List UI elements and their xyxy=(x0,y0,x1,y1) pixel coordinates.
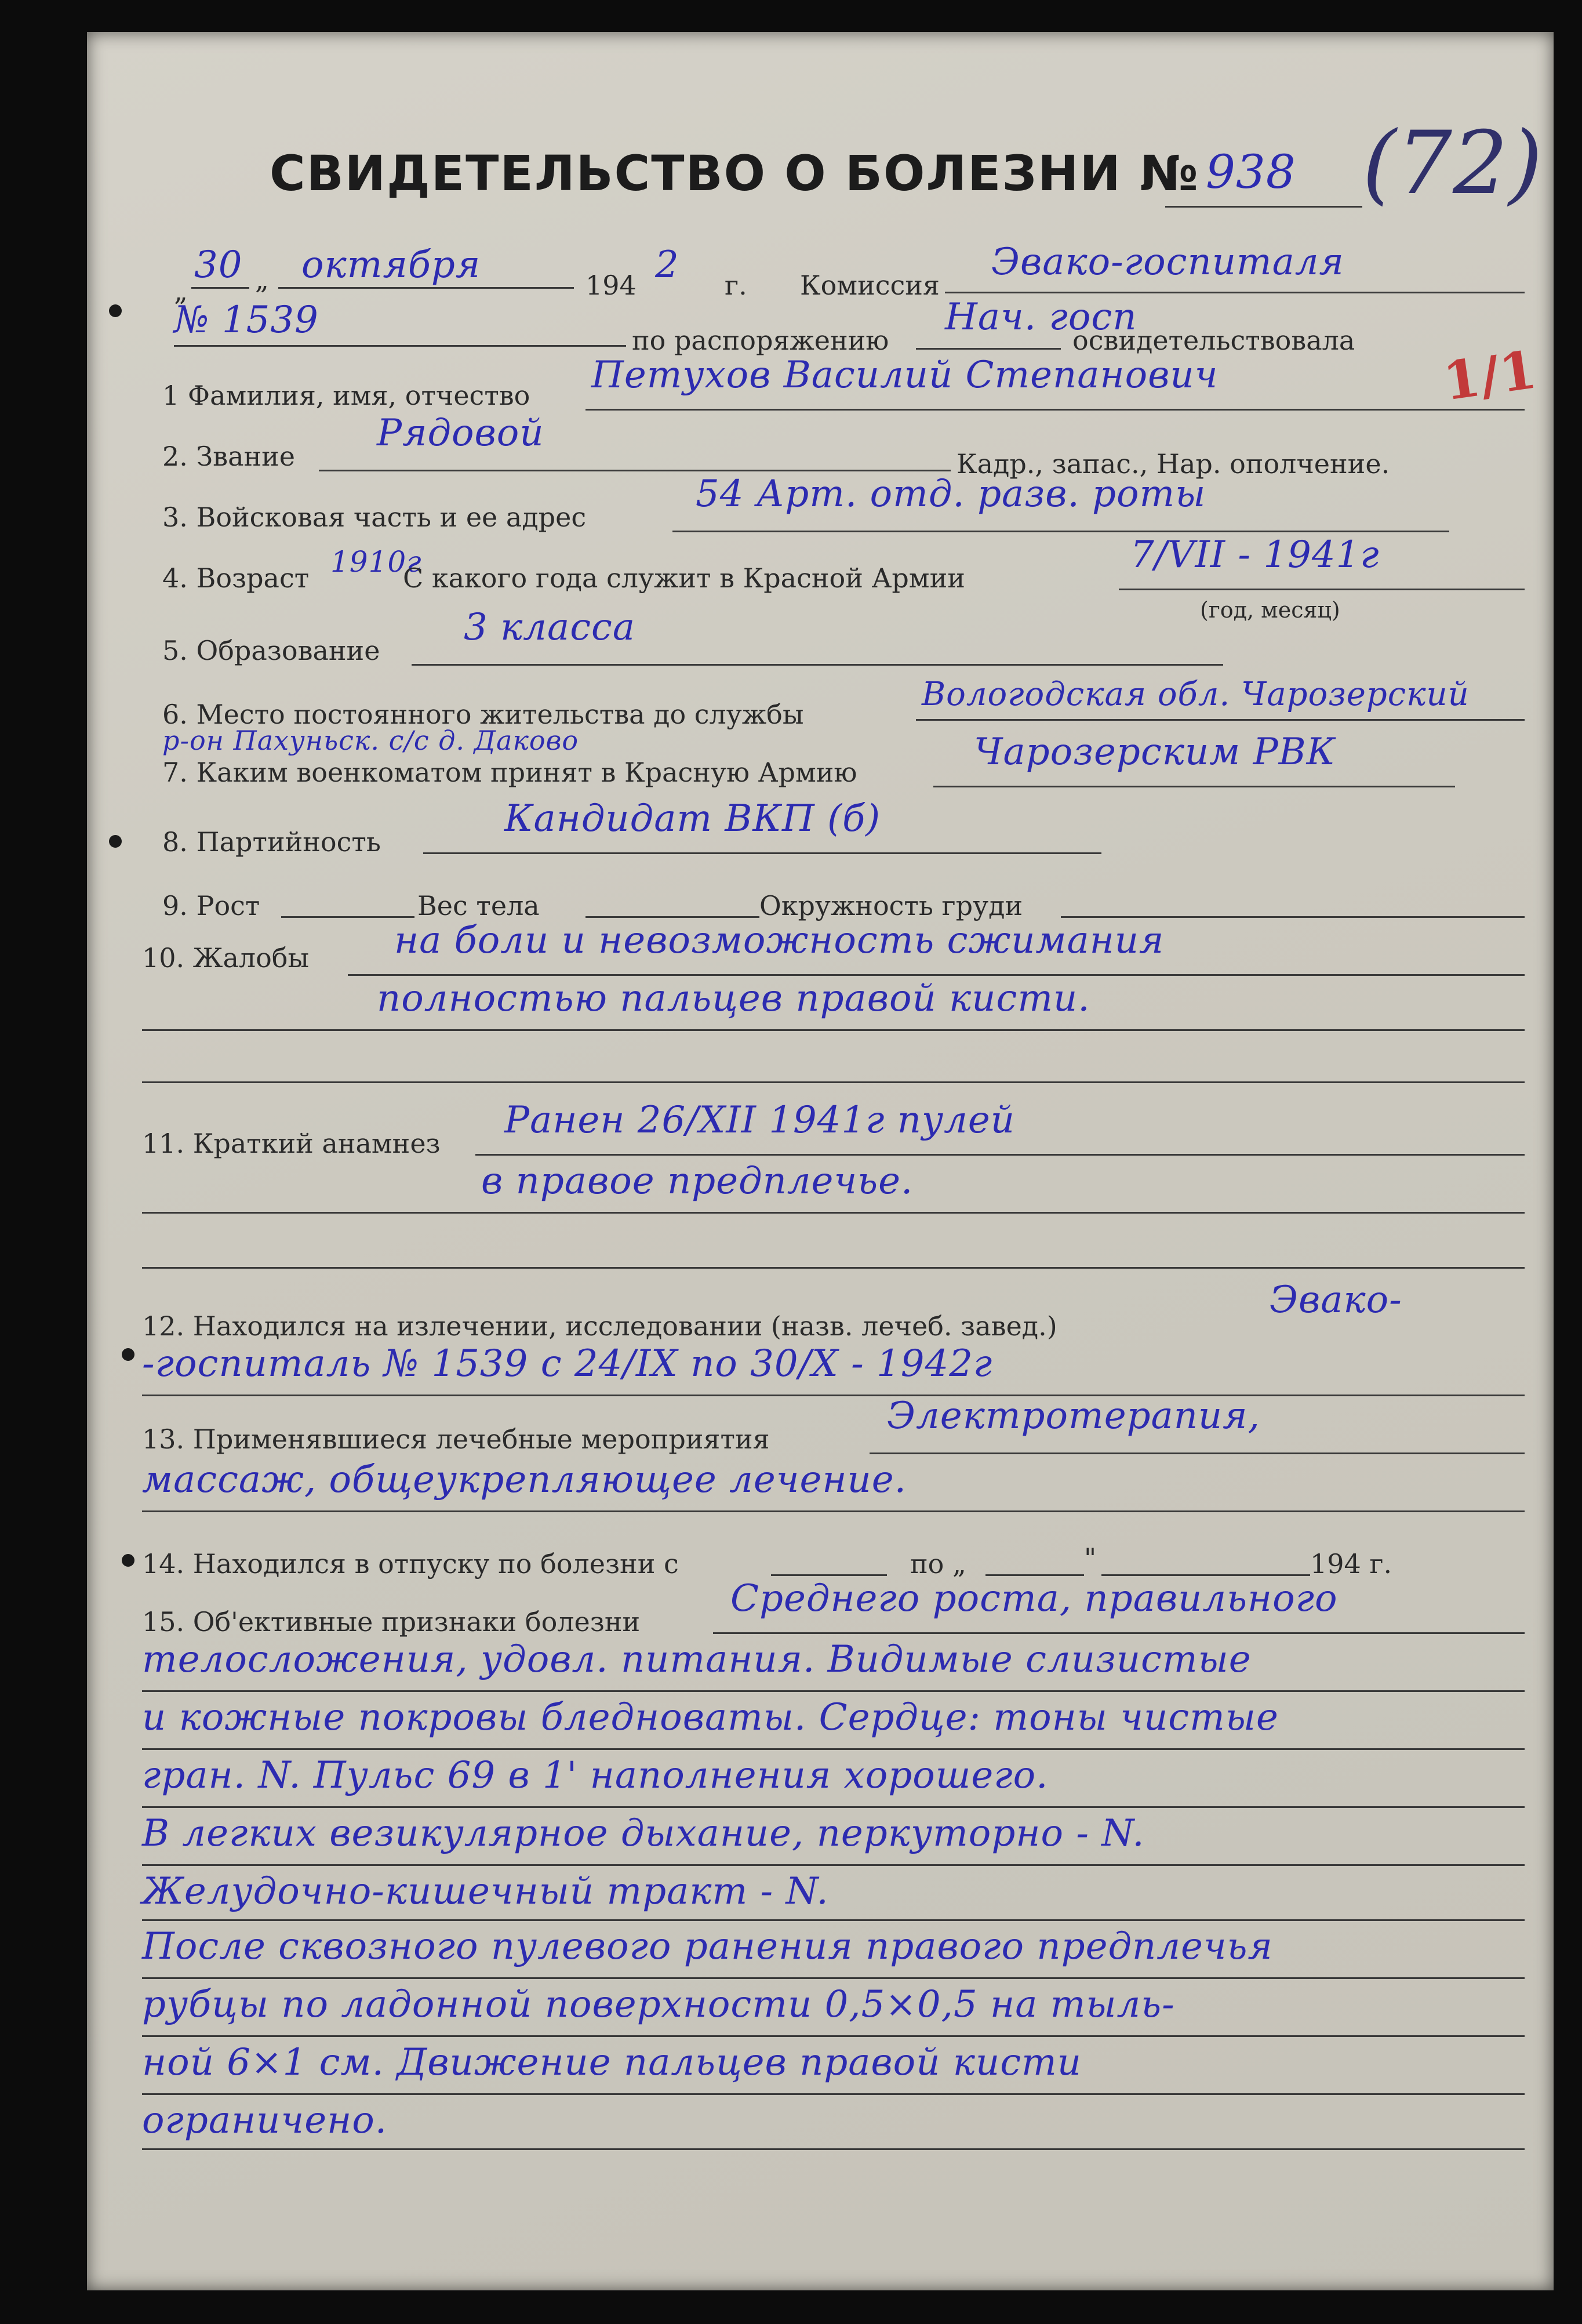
field-15-underline-3 xyxy=(142,1748,1525,1750)
field-13-label: 13. Применявшиеся лечебные мероприятия xyxy=(142,1424,770,1455)
field-13-value-2: массаж, общеукрепляющее лечение. xyxy=(142,1458,907,1501)
field-4-hint: (год, месяц) xyxy=(1200,597,1340,623)
weight-underline xyxy=(585,916,759,918)
field-6-value-1: Вологодская обл. Чарозерский xyxy=(922,676,1470,713)
field-7-value: Чарозерским РВК xyxy=(974,731,1336,774)
punch-hole xyxy=(122,1554,134,1567)
chest-underline xyxy=(1061,916,1525,918)
field-4-underline xyxy=(1119,589,1525,590)
field-1-label: 1 Фамилия, имя, отчество xyxy=(162,380,530,411)
field-1-underline xyxy=(585,409,1525,411)
field-15-line-1: Среднего роста, правильного xyxy=(730,1577,1338,1620)
field-4-question: С какого года служит в Красной Армии xyxy=(403,562,965,594)
field-10-underline-2 xyxy=(142,1029,1525,1031)
field-14-quote: " xyxy=(1084,1542,1097,1574)
day-underline xyxy=(191,287,249,289)
field-15-line-6: Желудочно-кишечный тракт - N. xyxy=(142,1870,829,1913)
field-15-underline-7 xyxy=(142,1977,1525,1979)
field-7-label: 7. Каким военкоматом принят в Красную Армию xyxy=(162,757,857,788)
field-4-label: 4. Возраст xyxy=(162,562,310,594)
punch-hole xyxy=(122,1348,134,1361)
field-11-value-1: Ранен 26/XII 1941г пулей xyxy=(504,1099,1015,1142)
certificate-sheet xyxy=(87,32,1554,2290)
date-open-quote: „ xyxy=(174,275,188,307)
date-month: октября xyxy=(301,244,481,286)
field-15-underline-10 xyxy=(142,2148,1525,2150)
punch-hole xyxy=(109,304,122,317)
punch-hole xyxy=(109,835,122,848)
field-14-to-underline xyxy=(985,1574,1084,1576)
field-6-value-2: р-он Пахуньск. с/с д. Даково xyxy=(162,725,579,756)
field-11-underline-1 xyxy=(475,1154,1525,1156)
field-15-line-7: После сквозного пулевого ранения правого предплечья xyxy=(142,1925,1273,1968)
commission-label: Комиссия xyxy=(800,270,940,301)
field-15-underline-2 xyxy=(142,1690,1525,1692)
field-15-label: 15. Об'ективные признаки болезни xyxy=(142,1606,641,1637)
red-mark: 1/1 xyxy=(1439,339,1541,413)
field-10-value-2: полностью пальцев правой кисти. xyxy=(377,977,1090,1020)
field-7-underline xyxy=(933,786,1455,787)
field-2-underline xyxy=(319,470,951,471)
field-10-value-1: на боли и невозможность сжимания xyxy=(394,919,1165,962)
height-underline xyxy=(281,916,414,918)
field-11-underline-2 xyxy=(142,1212,1525,1214)
field-11-value-2: в правое предплечье. xyxy=(481,1160,914,1203)
corner-mark: (72) xyxy=(1362,113,1543,214)
field-15-line-3: и кожные покровы бледноваты. Сердце: тоны чистые xyxy=(142,1696,1279,1739)
field-6-underline xyxy=(916,719,1525,721)
field-9-weight: Вес тела xyxy=(417,890,540,921)
field-6-label: 6. Место постоянного жительства до службы xyxy=(162,699,804,730)
field-8-value: Кандидат ВКП (б) xyxy=(504,797,881,840)
field-15-underline-1 xyxy=(713,1632,1525,1634)
date-day: 30 xyxy=(194,244,243,286)
year-prefix: 194 xyxy=(585,270,637,301)
field-10-underline-3 xyxy=(142,1081,1525,1083)
field-5-underline xyxy=(412,664,1223,666)
field-12-label: 12. Находился на излечении, исследовании (назв. лечеб. завед.) xyxy=(142,1310,1057,1342)
commission-value: Эвако-госпиталя xyxy=(991,241,1344,284)
field-14-year: 194 г. xyxy=(1310,1548,1392,1579)
document-title: СВИДЕТЕЛЬСТВО О БОЛЕЗНИ № xyxy=(270,145,1200,202)
year-g: г. xyxy=(725,270,747,301)
field-15-line-8: рубцы по ладонной поверхности 0,5×0,5 на тыль- xyxy=(142,1983,1175,2026)
field-3-label: 3. Войсковая часть и ее адрес xyxy=(162,502,587,533)
field-9-label: 9. Рост xyxy=(162,890,260,921)
field-15-line-2: телосложения, удовл. питания. Видимые слизистые xyxy=(142,1638,1252,1681)
field-14-from-underline xyxy=(771,1574,887,1576)
commission-underline xyxy=(945,292,1525,293)
field-8-label: 8. Партийность xyxy=(162,826,381,858)
field-10-label: 10. Жалобы xyxy=(142,942,310,974)
year-suffix: 2 xyxy=(655,244,679,286)
field-5-label: 5. Образование xyxy=(162,635,380,666)
field-14-to: по „ xyxy=(910,1548,966,1579)
order-underline xyxy=(916,348,1061,350)
field-15-underline-6 xyxy=(142,1919,1525,1921)
field-15-line-4: гран. N. Пульс 69 в 1' наполнения хорошего. xyxy=(142,1754,1049,1797)
field-8-underline xyxy=(423,852,1101,854)
field-11-label: 11. Краткий анамнез xyxy=(142,1128,441,1159)
field-14-month-underline xyxy=(1101,1574,1310,1576)
field-12-value-0: Эвако- xyxy=(1270,1279,1402,1321)
order-value: Нач. госп xyxy=(945,296,1137,339)
hospital-underline xyxy=(174,345,626,347)
field-14-label: 14. Находился в отпуску по болезни с xyxy=(142,1548,679,1579)
field-15-line-10: ограничено. xyxy=(142,2099,388,2142)
field-15-line-9: ной 6×1 см. Движение пальцев правой кисти xyxy=(142,2041,1082,2084)
certificate-number: 938 xyxy=(1206,145,1296,199)
field-13-underline-2 xyxy=(142,1510,1525,1512)
field-15-underline-9 xyxy=(142,2093,1525,2095)
field-4-value: 7/VII - 1941г xyxy=(1130,533,1380,576)
field-13-underline-1 xyxy=(870,1452,1525,1454)
field-13-value-1: Электротерапия, xyxy=(887,1395,1260,1437)
field-15-underline-5 xyxy=(142,1864,1525,1866)
date-close-quote: „ xyxy=(255,264,269,295)
field-15-underline-8 xyxy=(142,2035,1525,2037)
field-2-label: 2. Звание xyxy=(162,441,296,472)
certified-label: освидетельствовала xyxy=(1072,325,1355,356)
field-3-value: 54 Арт. отд. разв. роты xyxy=(696,473,1206,515)
month-underline xyxy=(278,287,574,289)
field-12-value-1: -госпиталь № 1539 с 24/IX по 30/X - 1942г xyxy=(142,1342,993,1385)
field-11-underline-3 xyxy=(142,1267,1525,1269)
field-4-age: 1910г xyxy=(330,545,422,579)
field-5-value: 3 класса xyxy=(464,606,636,649)
field-2-tail: Кадр., запас., Нар. ополчение. xyxy=(957,448,1390,480)
field-3-underline xyxy=(672,531,1449,532)
hospital-number: № 1539 xyxy=(174,299,319,342)
field-15-line-5: В легких везикулярное дыхание, перкуторно - N. xyxy=(142,1812,1145,1855)
field-2-value: Рядовой xyxy=(377,412,544,455)
field-15-underline-4 xyxy=(142,1806,1525,1808)
order-label: по распоряжению xyxy=(632,325,889,356)
field-10-underline-1 xyxy=(348,974,1525,976)
field-12-underline xyxy=(142,1395,1525,1396)
field-1-value: Петухов Василий Степанович xyxy=(591,354,1219,397)
number-underline xyxy=(1165,206,1362,208)
field-9-chest: Окружность груди xyxy=(759,890,1023,921)
